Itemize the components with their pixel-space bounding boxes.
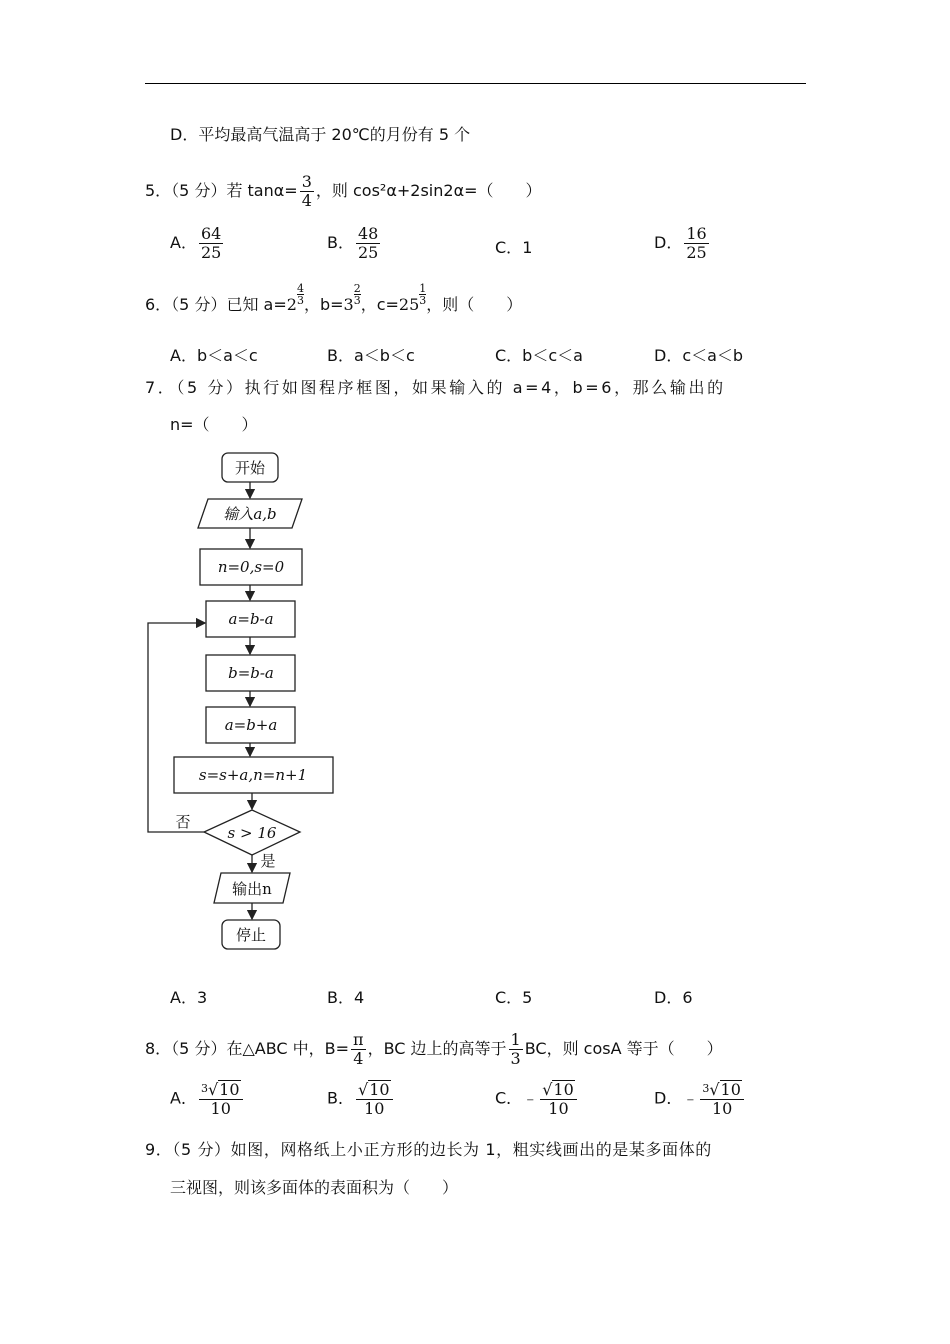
q7-option-b[interactable]: B．4 bbox=[327, 988, 365, 1007]
denominator: 25 bbox=[200, 243, 222, 262]
output-label: 输出n bbox=[232, 880, 272, 898]
q8-option-a[interactable] bbox=[170, 1080, 245, 1118]
denominator: 3 bbox=[353, 294, 361, 307]
option-label: C． bbox=[495, 1088, 523, 1108]
step3-label: a=b+a bbox=[224, 716, 278, 734]
option-label: D． bbox=[654, 233, 683, 252]
option-label: B． bbox=[327, 1088, 354, 1108]
coefficient: 3 bbox=[702, 1082, 710, 1095]
q7-option-d[interactable]: D．6 bbox=[654, 988, 693, 1007]
q6-prefix: 6．（5 分）已知 a= bbox=[145, 295, 287, 314]
numerator: $^3$√10 bbox=[700, 1080, 744, 1100]
step2-label: b=b-a bbox=[228, 664, 274, 682]
numerator: 2 bbox=[353, 282, 361, 295]
numerator: 1 bbox=[510, 1030, 521, 1049]
q7-option-c[interactable]: C．5 bbox=[495, 988, 533, 1007]
numerator: π bbox=[353, 1030, 364, 1049]
base: 3 bbox=[343, 295, 354, 314]
denominator: 10 bbox=[711, 1099, 733, 1118]
q6-option-a[interactable]: A．b＜a＜c bbox=[170, 346, 258, 365]
radicand: 10 bbox=[553, 1080, 574, 1099]
q6-option-d[interactable]: D．c＜a＜b bbox=[654, 346, 744, 365]
denominator: 4 bbox=[301, 191, 312, 210]
q6-option-b[interactable]: B．a＜b＜c bbox=[327, 346, 415, 365]
step1-label: a=b-a bbox=[228, 610, 274, 628]
option-label: D． bbox=[654, 1088, 683, 1108]
yes-label: 是 bbox=[260, 852, 276, 870]
numerator: 48 bbox=[357, 224, 379, 243]
radicand: 10 bbox=[219, 1080, 240, 1099]
q4-option-d: D．平均最高气温高于 20℃的月份有 5 个 bbox=[170, 125, 471, 144]
start-label: 开始 bbox=[234, 459, 266, 477]
q8-prefix: 8．（5 分）在△ABC 中，B= bbox=[145, 1039, 350, 1058]
q7-option-a[interactable]: A．3 bbox=[170, 988, 208, 1007]
radicand: 10 bbox=[720, 1080, 741, 1099]
q6-option-c[interactable]: C．b＜c＜a bbox=[495, 346, 583, 365]
option-label: C． bbox=[495, 238, 523, 257]
q8-mid: ，BC 边上的高等于 bbox=[367, 1039, 507, 1058]
fraction bbox=[351, 1031, 366, 1068]
q5-prefix: 5．（5 分）若 tanα= bbox=[145, 181, 298, 200]
denominator: 25 bbox=[357, 243, 379, 262]
base: 2 bbox=[286, 295, 297, 314]
denominator: 3 bbox=[510, 1049, 521, 1068]
denominator: 10 bbox=[210, 1099, 231, 1118]
denominator: 4 bbox=[353, 1049, 364, 1068]
b-label: ，b= bbox=[303, 295, 344, 314]
fraction bbox=[199, 1080, 243, 1118]
fraction bbox=[700, 1080, 744, 1118]
numerator: 64 bbox=[200, 224, 222, 243]
q8-option-c[interactable] bbox=[495, 1080, 579, 1118]
q8-suffix: BC，则 cosA 等于（ ） bbox=[524, 1039, 723, 1058]
denominator: 3 bbox=[419, 294, 427, 307]
option-label: A． bbox=[170, 1088, 197, 1108]
sign: ﹣ bbox=[522, 1088, 539, 1108]
no-label: 否 bbox=[175, 813, 191, 831]
numerator: 1 bbox=[419, 282, 427, 295]
q9-line2: 三视图，则该多面体的表面积为（ ） bbox=[170, 1178, 459, 1197]
q7-line2: n=（ ） bbox=[170, 415, 258, 434]
c-label: ，c= bbox=[360, 295, 399, 314]
denominator: 25 bbox=[686, 243, 707, 262]
numerator: √10 bbox=[356, 1080, 393, 1100]
condition-label: s > 16 bbox=[227, 824, 277, 842]
q7-line1: 7．（5 分）执行如图程序框图，如果输入的 a=4，b=6，那么输出的 bbox=[145, 378, 726, 397]
numerator: 4 bbox=[296, 282, 304, 295]
numerator: 16 bbox=[686, 224, 707, 243]
denominator: 3 bbox=[296, 294, 304, 307]
init-label: n=0,s=0 bbox=[217, 558, 285, 576]
option-label: B． bbox=[327, 233, 354, 252]
loop-back-arrow bbox=[148, 623, 205, 832]
denominator: 10 bbox=[364, 1099, 385, 1118]
q5-suffix: ，则 cos²α+2sin2α=（ ） bbox=[315, 181, 542, 200]
numerator: 3 bbox=[301, 172, 312, 191]
question-8 bbox=[145, 1031, 723, 1068]
numerator: √10 bbox=[540, 1080, 577, 1100]
input-label: 输入a,b bbox=[223, 505, 277, 523]
q8-option-d[interactable] bbox=[654, 1080, 746, 1118]
fraction bbox=[540, 1080, 577, 1118]
denominator: 10 bbox=[548, 1099, 569, 1118]
fraction bbox=[509, 1031, 523, 1068]
q6-suffix: ，则（ ） bbox=[426, 295, 523, 314]
base: 25 bbox=[398, 295, 420, 314]
option-label: A． bbox=[170, 233, 197, 252]
stop-label: 停止 bbox=[235, 926, 267, 944]
step4-label: s=s+a,n=n+1 bbox=[198, 766, 308, 784]
numerator: $^3$√10 bbox=[199, 1080, 243, 1100]
q8-option-b[interactable] bbox=[327, 1080, 395, 1118]
option-text: 1 bbox=[522, 238, 533, 257]
sign: ﹣ bbox=[682, 1088, 699, 1108]
q9-line1: 9．（5 分）如图，网格纸上小正方形的边长为 1，粗实线画出的是某多面体的 bbox=[145, 1140, 712, 1159]
radicand: 10 bbox=[369, 1080, 390, 1099]
coefficient: 3 bbox=[200, 1082, 208, 1095]
fraction bbox=[356, 1080, 393, 1118]
